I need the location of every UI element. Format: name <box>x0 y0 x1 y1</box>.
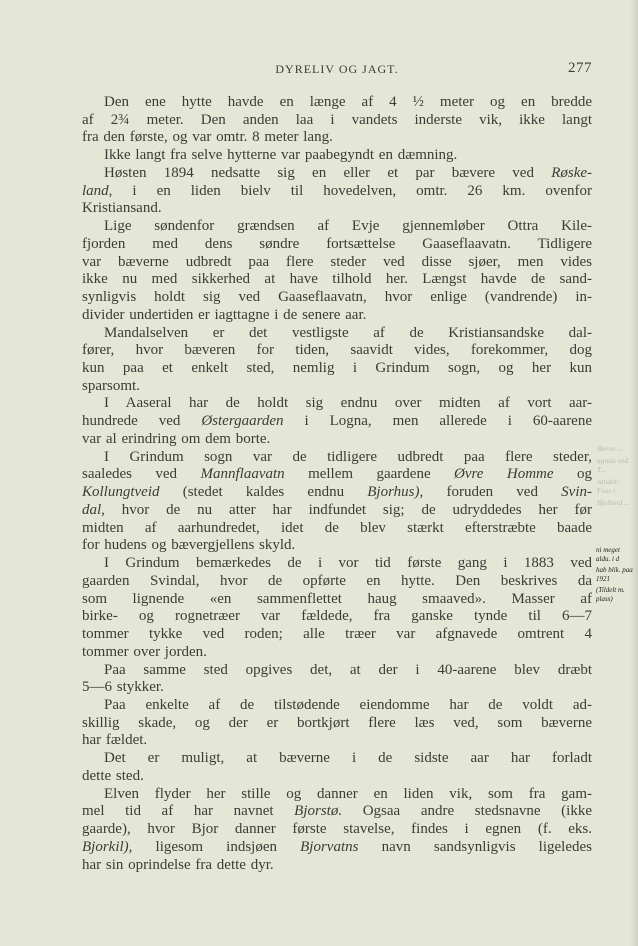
pencil-note: sandet; Foss i <box>597 477 620 495</box>
text-segment: synligvis holdt sig ved Gaaseflaavatn, hvor enlige (vandrende) in- <box>82 289 592 306</box>
text-line <box>82 573 592 591</box>
text-line <box>82 395 592 413</box>
text-segment: tommer over jorden. <box>82 643 207 660</box>
text-line <box>82 378 592 396</box>
italic-place-name: Kollungtveid <box>82 484 160 501</box>
text-line <box>82 555 592 573</box>
running-head-title: DYRELIV OG JAGT. <box>275 62 399 76</box>
text-line <box>82 750 592 768</box>
text-segment: mellem gaardene <box>284 466 455 483</box>
italic-place-name: Østergaarden <box>201 413 284 430</box>
text-line <box>82 236 592 254</box>
text-segment: fra den første, og var omtr. 8 meter lang. <box>82 129 333 146</box>
text-line <box>82 466 592 484</box>
text-line <box>82 537 592 555</box>
text-segment: Mandalselven er det vestligste af de Kristiansandske dal- <box>104 324 592 341</box>
text-segment: navn sandsynligvis ligeledes <box>358 838 592 855</box>
text-line <box>82 679 592 697</box>
text-line <box>82 413 592 431</box>
text-segment: kun paa et enkelt sted, nemlig i Grindum sogn, og her kun <box>82 360 592 377</box>
italic-place-name: Øvre Homme <box>454 466 554 483</box>
text-line <box>82 839 592 857</box>
italic-place-name: Røske- <box>551 164 592 181</box>
text-segment: Ogsaa andre stedsnavne (ikke <box>342 803 592 820</box>
text-segment: I Grindum bemærkedes de i vor tid første gang i 1883 ved <box>104 555 592 572</box>
text-segment: midten af aarhundredet, idet de blev stærkt efterstræbte baade <box>82 519 592 536</box>
text-segment: som lignende «en sammenflettet haug smaaved». Masser af <box>82 590 592 607</box>
text-segment: birke- og rognetræer var fældede, fra ganske tynde til 6—7 <box>82 608 592 625</box>
text-segment: i Logna, men allerede i 60-aarene <box>283 413 592 430</box>
running-head <box>82 62 592 80</box>
text-segment: saaledes ved <box>82 466 201 483</box>
ink-marginalia <box>596 546 633 603</box>
text-segment: skillig skade, og der er bortkjørt flere læs ved, som bæverne <box>82 714 592 731</box>
text-segment: 5—6 stykker. <box>82 679 164 696</box>
text-segment: (stedet kaldes endnu <box>159 484 368 501</box>
text-line <box>82 360 592 378</box>
text-line <box>82 484 592 502</box>
text-segment: ligesom indsjøen <box>132 838 301 855</box>
text-segment: ikke nu med sikkerhed at have tilhold her. Længst havde de sand- <box>82 271 592 288</box>
text-segment: Høsten 1894 nedsatte sig en eller et par bævere ved <box>104 164 552 181</box>
text-segment: foruden ved <box>423 484 562 501</box>
italic-place-name: dal <box>82 501 102 518</box>
text-segment: for hudens og bævergjellens skyld. <box>82 537 296 554</box>
text-line <box>82 289 592 307</box>
text-line <box>82 857 592 875</box>
text-segment: sparsomt. <box>82 377 140 394</box>
text-segment: og <box>553 466 592 483</box>
text-segment: fjorden med dens søndre fortsættelse Gaaseflaavatn. Tidligere <box>82 235 592 252</box>
text-line <box>82 218 592 236</box>
text-segment: mel tid af har navnet <box>82 803 295 820</box>
text-line <box>82 803 592 821</box>
text-line <box>82 342 592 360</box>
text-segment: gaarde), hvor Bjor danner første stavelse, findes i egnen (f. eks. <box>82 821 592 838</box>
text-line <box>82 591 592 609</box>
text-line <box>82 165 592 183</box>
text-line <box>82 626 592 644</box>
text-line <box>82 325 592 343</box>
pencil-note: Bjelland ... <box>597 498 630 507</box>
pencil-note: Bæver ... <box>597 444 624 453</box>
text-segment: Det er muligt, at bæverne i de sidste aar har forladt <box>104 750 592 767</box>
text-line <box>82 129 592 147</box>
ink-note: ni meget aldu. i d <box>596 546 620 563</box>
text-segment: Paa samme sted opgives det, at der i 40-aarene blev dræbt <box>104 661 592 678</box>
text-segment: gaarden Svindal, hvor de opførte en hytte. Den beskrives da <box>82 572 592 589</box>
text-line <box>82 662 592 680</box>
text-line <box>82 697 592 715</box>
text-line <box>82 449 592 467</box>
text-segment: har sin oprindelse fra dette dyr. <box>82 856 274 873</box>
text-segment: Kristiansand. <box>82 200 162 217</box>
ink-note: (Tildelt m. plass) <box>596 586 625 603</box>
text-line <box>82 644 592 662</box>
text-line <box>82 786 592 804</box>
text-segment: har fældet. <box>82 732 148 749</box>
text-line <box>82 608 592 626</box>
text-line <box>82 254 592 272</box>
text-line <box>82 183 592 201</box>
text-line <box>82 94 592 112</box>
text-segment: tommer tykke ved roden; alle træer var afgnavede omtrent 4 <box>82 626 592 643</box>
text-line <box>82 768 592 786</box>
text-segment: af 2¾ meter. Den anden laa i vandets inderste vik, ikke langt <box>82 111 592 128</box>
text-segment: hundrede ved <box>82 413 202 430</box>
page-number: 277 <box>568 60 592 76</box>
body-text <box>82 94 592 874</box>
text-segment: Paa enkelte af de tilstødende eiendomme har de voldt ad- <box>104 696 592 713</box>
text-segment: Elven flyder her stille og danner en liden vik, som fra gam- <box>104 785 592 802</box>
text-segment: var al erindring om dem borte. <box>82 430 271 447</box>
text-line <box>82 502 592 520</box>
text-line <box>82 732 592 750</box>
italic-place-name: Bjorstø. <box>294 803 343 820</box>
text-segment: I Aaseral har de holdt sig endnu over midten af vort aar- <box>104 395 592 412</box>
italic-place-name: Bjorhus), <box>367 484 424 501</box>
text-segment: Ikke langt fra selve hytterne var paabegyndt en dæmning. <box>104 147 458 164</box>
text-segment: divider undertiden er iagttagne i de senere aar. <box>82 306 367 323</box>
text-segment: Lige søndenfor grændsen af Evje gjennemløber Ottra Kile- <box>104 218 592 235</box>
text-segment: dette sted. <box>82 767 144 784</box>
italic-place-name: Bjorvatns <box>300 838 359 855</box>
text-segment: var bæverne udbredt paa flere steder ved disse sjøer, men vides <box>82 253 592 270</box>
text-segment: I Grindum sogn var de tidligere udbredt paa flere steder, <box>104 448 592 465</box>
text-line <box>82 431 592 449</box>
text-line <box>82 821 592 839</box>
italic-place-name: Mannflaavatn <box>200 466 285 483</box>
ink-note: hab blik. paa 1921 <box>596 566 633 583</box>
text-segment: , i en liden bielv til hovedelven, omtr. 26 km. ovenfor <box>108 182 592 199</box>
text-line <box>82 200 592 218</box>
text-line <box>82 715 592 733</box>
text-line <box>82 520 592 538</box>
text-line <box>82 112 592 130</box>
pencil-marginalia <box>597 444 633 507</box>
text-segment: , hvor de nu atter har indfundet sig; de udryddedes her før <box>101 501 592 518</box>
text-segment: Den ene hytte havde en længe af 4 ½ meter og en bredde <box>104 94 592 110</box>
text-line <box>82 271 592 289</box>
text-line <box>82 307 592 325</box>
italic-place-name: land <box>82 182 109 199</box>
text-line <box>82 147 592 165</box>
text-segment: fører, hvor bæveren for tiden, saavidt vides, forekommer, dog <box>82 342 592 359</box>
italic-place-name: Bjorkil), <box>82 838 133 855</box>
italic-place-name: Svin- <box>561 484 592 501</box>
pencil-note: agnaa ved T... <box>597 456 629 474</box>
